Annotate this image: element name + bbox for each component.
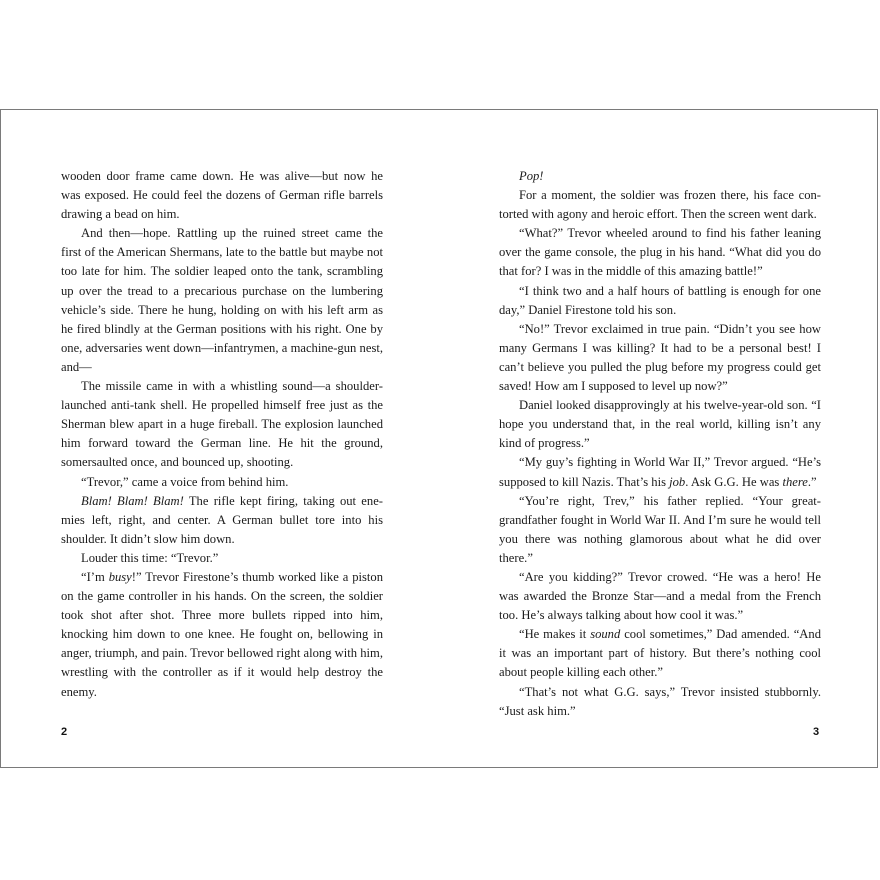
paragraph: Blam! Blam! Blam! The rifle kept firing, taking out enemies left, right, and center. A German bullet tore into his shoulder. It didn’t slow him down. [61,493,383,546]
paragraph: And then—hope. Rattling up the ruined street came the first of the American Shermans, late to the battle but maybe not too late for him. The soldier leaped onto the tank, scrambling up over the tread to a precarious purchase on the lumbering vehicle’s side. There he hung, holding on with his left arm as he fired blindly at the German positions with his right. One by one, adversaries went down—infantrymen, a machine-gun nest, and— [61,226,383,374]
paragraph: Louder this time: “Trevor.” [81,550,219,565]
page-number-left: 2 [61,726,68,738]
paragraph: “No!” Trevor exclaimed in true pain. “Didn’t you see how many Germans I was killing? It had to be a personal best! I can’t believe you pulled the plug before my progress could get saved! How am I supposed to level up now?” [499,321,821,394]
page-number-right: 3 [813,726,820,738]
paragraph: wooden door frame came down. He was alive—but now he was exposed. He could feel the dozens of German rifle barrels drawing a bead on him. [61,169,383,222]
paragraph: Pop! [519,169,544,183]
paragraph: “You’re right, Trev,” his father replied. “Your great-grandfather fought in World War II. And I’m sure he would tell you there was nothing glamorous about what he did over there.” [499,493,821,565]
paragraph: “I’m busy!” Trevor Firestone’s thumb worked like a piston on the game controller in his hands. On the screen, the soldier took shot after shot. Three more bullets ripped into him, knocking him down to one knee. He fought on, bellowing in anger, triumph, and pain. Trevor bellowed right along with him, wrestling with the controller as if it would help destroy the enemy. [61,569,384,699]
left-page-text [61,167,383,702]
book-spread [0,109,878,768]
right-page-text [499,167,821,721]
paragraph: Daniel looked disapprovingly at his twelve-year-old son. “I hope you understand that, in the real world, killing isn’t any kind of progress.” [499,398,821,451]
paragraph: “Are you kidding?” Trevor crowed. “He was a hero! He was awarded the Bronze Star—and a medal from the French too. He’s always talking about how cool it was.” [499,569,821,623]
paragraph: “My guy’s fighting in World War II,” Trevor argued. “He’s supposed to kill Nazis. That’s his job. Ask G.G. He was there.” [499,455,821,489]
paragraph: “What?” Trevor wheeled around to find his father leaning over the game console, the plug in his hand. “What did you do that for? I was in the middle of this amazing battle!” [499,226,821,279]
paragraph: “That’s not what G.G. says,” Trevor insisted stubbornly. “Just ask him.” [499,684,821,718]
paragraph: “Trevor,” came a voice from behind him. [81,474,289,489]
paragraph: “He makes it sound cool sometimes,” Dad amended. “And it was an important part of history. But there’s nothing cool about people killing each other.” [499,627,821,680]
paragraph: The missile came in with a whistling sound—a shoulder-launched anti-tank shell. He propelled himself free just as the Sherman blew apart in a huge fireball. The explosion launched him forward toward the German line. He hit the ground, somersaulted once, and bounced up, shooting. [61,379,383,470]
paragraph: For a moment, the soldier was frozen there, his face contorted with agony and heroic effort. Then the screen went dark. [499,188,821,222]
paragraph: “I think two and a half hours of battling is enough for one day,” Daniel Firestone told his son. [499,283,821,317]
